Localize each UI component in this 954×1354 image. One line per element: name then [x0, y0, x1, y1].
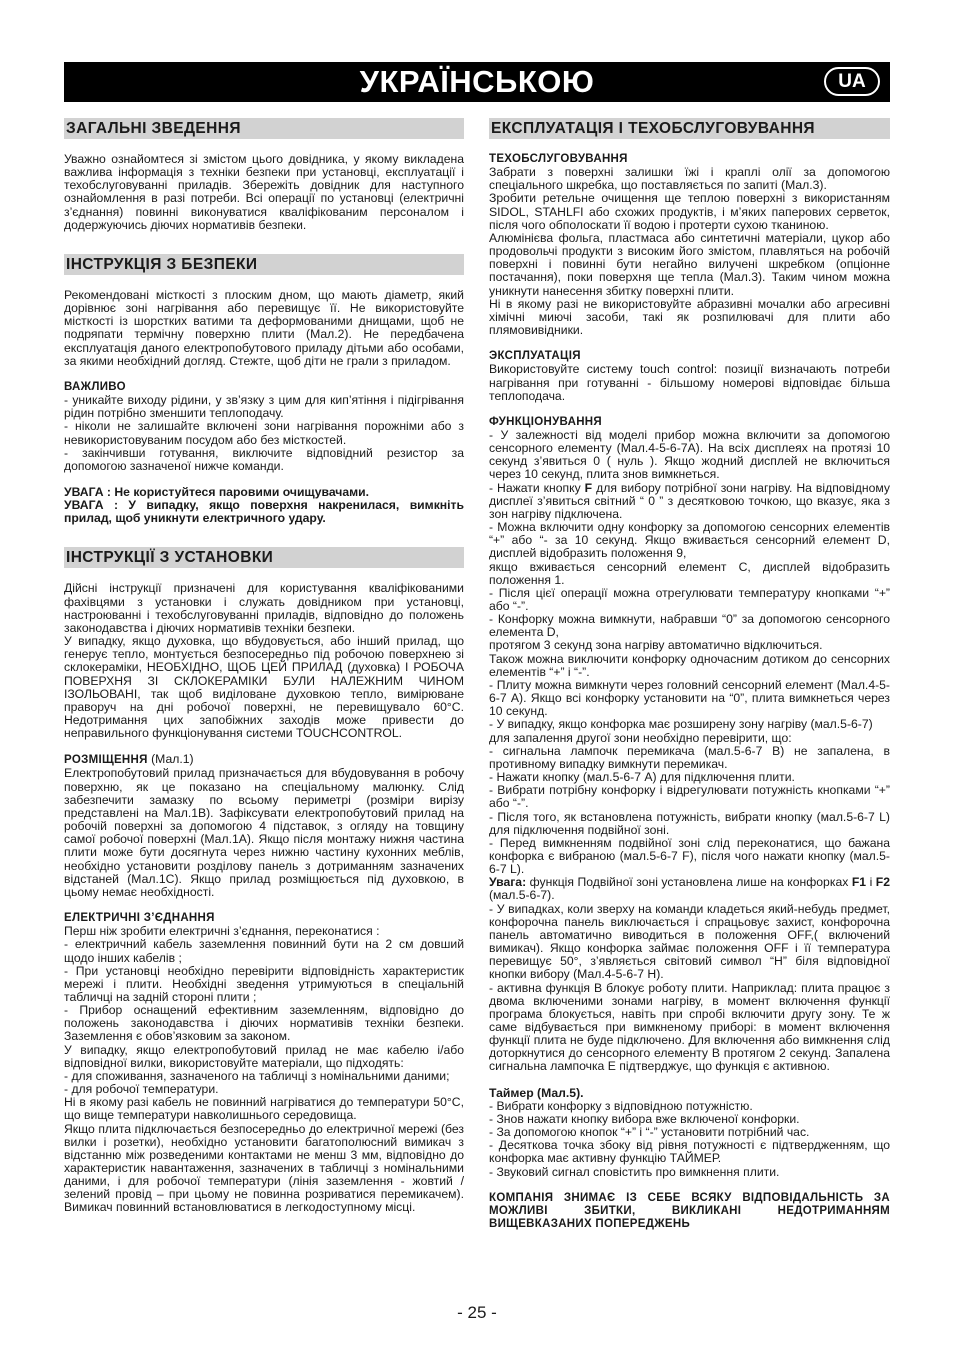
section-title-general: ЗАГАЛЬНІ ЗВЕДЕННЯ: [64, 118, 464, 139]
page-header: [64, 62, 890, 102]
electrical-item: Перш ніж зробити електричні з’єднання, переконатися :: [64, 924, 380, 939]
functioning-note: Увага: функція Подвійної зоні установлена лише на конфорках F1 і F2 (мал.5-6-7).: [489, 875, 891, 903]
functioning-item: - Після того, як встановлена потужність, вибрати кнопку (мал.5-6-7 L) для підключення подвійної зоні.: [489, 809, 890, 837]
maintenance-item: Алюмінієва фольга, пластмаса або синтетичні матеріали, цукор або продовольчі продукти з високим його змістом, плавляться на робочій поверхні і повинні бути негайно вилучені шкребком (опціонне постачання), поки поверхня ще тепла (Мал.3). Таким чином можна уникнути нанесення збитку поверхні плити.: [489, 230, 890, 298]
electrical-item: Ні в якому разі кабель не повинний нагріватися до температури 50°C, що вище температури навколишнього середовища.: [64, 1095, 464, 1123]
important-item: - ніколи не залишайте включені зони нагрівання порожніми або з невикористовуваним посудом або без місткостей.: [64, 419, 464, 447]
functioning-item: - Конфорку можна вимкнути, набравши “0” за допомогою сенсорного елемента D,: [489, 612, 890, 640]
page-number: - 25 -: [457, 1303, 497, 1322]
section-title-installation: ІНСТРУКЦІЇ З УСТАНОВКИ: [64, 547, 464, 568]
installation-paragraph: У випадку, якщо духовка, що вбудовується, або інший прилад, що генерує тепло, монтується безпосередньо під робочою поверхнею зі склокераміки, НЕОБХІДНО, ЩОБ ЦЕЙ ПРИЛАД (духовка) І РОБОЧА ПОВЕРХНЯ ЗІ СКЛОКЕРАМІКИ БУЛИ НАЛЕЖНИМ ЧИНОМ ІЗОЛЬОВАНІ, так щоб виділоване духовкою тепло, вимірюване праворуч на дні робочої поверхні, не перевищувало 60°C. Недотримання цих запобіжних заходів може привести до неправильного функціонування системи TOUCHCONTROL.: [64, 634, 464, 741]
functioning-item: - Плиту можна вимкнути через головний сенсорний елемент (Мал.4-5-6-7 А). Якщо всі конфорку установити на “0”, плита вимкнеться через 10 секунд.: [489, 677, 890, 719]
timer-item: - Вибрати конфорку з відповідною потужністю.: [489, 1098, 753, 1113]
functioning-item: - Нажати кнопку F для вибору потрібної зони нагріву. На відповідному дисплеї з’явиться світний “ 0 ” з десятковою точкою, що вказує, яка з зон нагріву підключена.: [489, 480, 890, 521]
maintenance-item: Зробити ретельне очищення ще теплою поверхні з використанням SIDOL, STAHLFI або схожих продуктів, і м’яких паперових серветок, після чого обполоскати її водою і протерти сухою тканиною.: [489, 191, 890, 232]
functioning-item: для запалення другої зони необхідно перевірити, що:: [489, 730, 792, 745]
section-title-safety: ІНСТРУКЦІЯ З БЕЗПЕКИ: [64, 254, 464, 275]
electrical-item: У випадку, якщо електропобутовий прилад не має кабелю і/або відповідної вилки, використовуйте матеріали, що підходять:: [64, 1042, 464, 1070]
language-badge: UA: [824, 67, 880, 96]
important-heading: ВАЖЛИВО: [64, 380, 126, 393]
operation-paragraph: Використовуйте систему touch control: позиції визначають потреби нагрівання при готуванні - більшому номерові відповідає більша теплоподача.: [489, 362, 890, 403]
functioning-item: якщо вживається сенсорний елемент C, дисплей відобразить положення 1.: [489, 559, 890, 587]
functioning-item: - Перед вимкненням подвійної зоні слід переконатися, що бажана конфорка є вибраною (мал.5-6-7 F), після чого нажати кнопку (мал.5-6-7 L).: [489, 835, 890, 877]
timer-item: - Звуковий сигнал сповістить про вимкнення плити.: [489, 1164, 780, 1179]
electrical-item: - При установці необхідно перевірити відповідність характеристик мережі і плити. Необхідні зведення утримуються в спеціальній табличці на задній стороні плити ;: [64, 963, 464, 1004]
functioning-item: - У випадках, коли зверху на команди кладеться який-небудь предмет, конфорочна панель виключається і спрацьовує захист, конфорочна панель автоматично виводиться в положення OFF,( включений вимикач). Якщо конфорка займає положення OFF і її температура перевищує 50°, з’являється світовий символ “H” біля відповідної кнопки вибору (Мал.4-5-6-7 H).: [489, 901, 890, 982]
functioning-item: Також можна виключити конфорку одночасним дотиком до сенсорних елементів “+” і “-”.: [489, 651, 890, 679]
safety-paragraph: Рекомендовані місткості з плоским дном, що мають діаметр, який дорівнює зоні нагрівання або перевищує її. Не використовуйте місткості із шорстких ватими та деформованими днищами, щоб не подряпати термічну поверхню плити (Мал.2). Не передбачена експлуатація даного електропобутового приладу дітьми або особами, за якими необхідний догляд. Стежте, щоб діти не грали з приладом.: [64, 287, 464, 368]
left-column: [64, 118, 464, 1215]
electrical-item: - для споживання, зазначеного на табличці з номінальними даними;: [64, 1068, 450, 1083]
maintenance-heading: ТЕХОБСЛУГОВУВАННЯ: [489, 153, 628, 165]
functioning-heading: ФУНКЦІОНУВАННЯ: [489, 415, 602, 428]
timer-heading: Таймер (Мал.5).: [489, 1085, 584, 1100]
warning-tilt: УВАГА : У випадку, якщо поверхня накренилася, вимкніть прилад, щоб уникнути електричного удару.: [64, 498, 464, 526]
timer-item: - За допомогою кнопок “+” і “-” установити потрібний час.: [489, 1125, 810, 1140]
placement-heading: РОЗМІЩЕННЯ (Мал.1): [64, 752, 194, 767]
section-title-operation: ЕКСПЛУАТАЦІЯ І ТЕХОБСЛУГОВУВАННЯ: [489, 118, 890, 139]
installation-paragraph: Дійсні інструкції призначені для користування кваліфікованими фахівцями з установки і служать довідником при установці, настроюванні і техобслуговуванні приладів, відповідно до положень законодавства і діючих нормативів техніки безпеки.: [64, 581, 464, 635]
maintenance-item: Ні в якому разі не використовуйте абразивні мочалки або агресивні хімічні миючі засоби, такі як розпилювачі для плити або плямовивідники.: [489, 296, 890, 338]
important-item: - закінчивши готування, виключите відповідний резистор за допомогою зазначеної нижче команди.: [64, 445, 464, 473]
functioning-item: - активна функція B блокує роботу плити. Наприклад: плита працює з двома включеними зонами нагріву, в момент включення функції програма блокується, навіть при спробі включити другу зону. Те ж саме відбувається при вимкненому приборі: в момент включення функції плита не буде підключено. Для включення або вимкнення слід доторкнутися до сенсорного елементу B протягом 2 секунд. Запалена сигнальна лампочка E підтверджує, що функція є активною.: [489, 980, 890, 1074]
functioning-item: - Після цієї операції можна отрегулювати температуру кнопками “+” або “-”.: [489, 585, 890, 613]
important-item: - уникайте виходу рідини, у зв’язку з цим для кип’ятіння і підігрівання рідин потрібно зменшити теплоподачу.: [64, 393, 464, 421]
functioning-item: - У випадку, якщо конфорка має розширену зону нагріву (мал.5-6-7): [489, 717, 873, 732]
operation-heading: ЭКСПЛУАТАЦІЯ: [489, 350, 581, 363]
electrical-item: Якщо плита підключається безпосередньо до електричної мережі (без вилки і розетки), необхідно установити багатополюсний вимикач з відстанню між розведеними контактами не менш 3 мм, відповідно до характеристик навантаження, зазначених в табличці з номінальними даними, і для робочої температури (лінія заземлення - жовтий /зелений провід – при цьому не повинна розриватися перемикачем). Вимикач повинний встановлюватися в легкодоступному місці.: [64, 1121, 464, 1215]
functioning-item: - Нажати кнопку (мал.5-6-7 А) для підключення плити.: [489, 770, 795, 785]
placement-paragraph: Електропобутовий прилад призначається для вбудовування в робочу поверхню, як це показано на спеціальному малюнку. Слід забезпечити замазку по всьому периметрі (розміри вирізу представлені на Мал.1В). Зафіксувати електропобутовий прилад на робочій поверхні за допомогою 4 підставок, з огляду на товщину самої робочої поверхні (Мал.1А). Якщо після монтажу нижня частина плити може бути досягнута через нижню частину кухонних меблів, необхідно установити розділову панель з дотриманням зазначених відстаней (Мал.1С). Якщо прилад розміщюється під духовкою, в цьому немає необхідності.: [64, 766, 464, 899]
functioning-item: - Вибрати потрібну конфорку і відрегулювати потужність кнопками “+” або “-”.: [489, 783, 890, 811]
electrical-item: - для робочої температури.: [64, 1082, 219, 1097]
maintenance-item: Забрати з поверхні залишки їжі і краплі олії за допомогою спеціального шкребка, що поставляється по запиті (Мал.3).: [489, 165, 890, 193]
warning-steam: УВАГА : Не користуйтеся паровими очищувачами.: [64, 484, 370, 499]
disclaimer: КОМПАНІЯ ЗНИМАЄ ІЗ СЕБЕ ВСЯКУ ВІДПОВІДАЛЬНІСТЬ ЗА МОЖЛИВІ ЗБИТКИ, ВИКЛИКАНІ НЕДОТРИМАННЯМ ВИЩЕВКАЗАНИХ ПОПЕРЕДЖЕНЬ: [489, 1191, 890, 1231]
general-paragraph: Уважно ознайомтеся зі змістом цього довідника, у якому викладена важлива інформація з техніки безпеки при установці, експлуатації і техобслуговуванні приладів. Збережіть довідник для наступного ознайомлення в разі потреби. Всі операції по установці (електричні з’єднання) повинні виконуватися кваліфікованим персоналом і додержуючись діючих нормативів безпеки.: [64, 152, 464, 232]
functioning-item: - Можна включити одну конфорку за допомогою сенсорних елементів “+” або “- за 10 секунд. Якщо вживається сенсорний елемент D, дисплей відобразить положення 9,: [489, 520, 890, 561]
electrical-item: - електричний кабель заземлення повинний бути на 2 см довший щодо інших кабелів ;: [64, 937, 464, 965]
functioning-item: - У залежності від моделі прибор можна включити за допомогою сенсорного елементу (Мал.4-5-6-7А). На всіх дисплеях на протязі 10 секунд з’явиться 0 ( нуль ). Якщо жодний дисплей не включиться через 10 секунд, плита знов вимкнеться.: [489, 427, 890, 482]
functioning-item: - сигнальна лампочк перемикача (мал.5-6-7 В) не запалена, в противному випадку вимкнути перемикач.: [489, 743, 890, 771]
functioning-item: протягом 3 секунд зона нагріву автоматично відключиться.: [489, 638, 823, 653]
electrical-item: - Прибор оснащений ефективним заземленням, відповідно до положень законодавства і діючих нормативів техніки безпеки. Заземлення є обов’язковим за законом.: [64, 1003, 464, 1044]
electrical-heading: ЕЛЕКТРИЧНІ З’ЄДНАННЯ: [64, 912, 215, 925]
right-column: [489, 118, 890, 1231]
page-title: УКРАЇНСЬКОЮ: [359, 64, 595, 99]
timer-item: - Десяткова точка збоку від рівня потужності є підтвердженням, що конфорка має активну функцію ТАЙМЕР.: [489, 1138, 890, 1166]
timer-item: - Знов нажати кнопку вибора вже включеної конфорки.: [489, 1111, 800, 1126]
